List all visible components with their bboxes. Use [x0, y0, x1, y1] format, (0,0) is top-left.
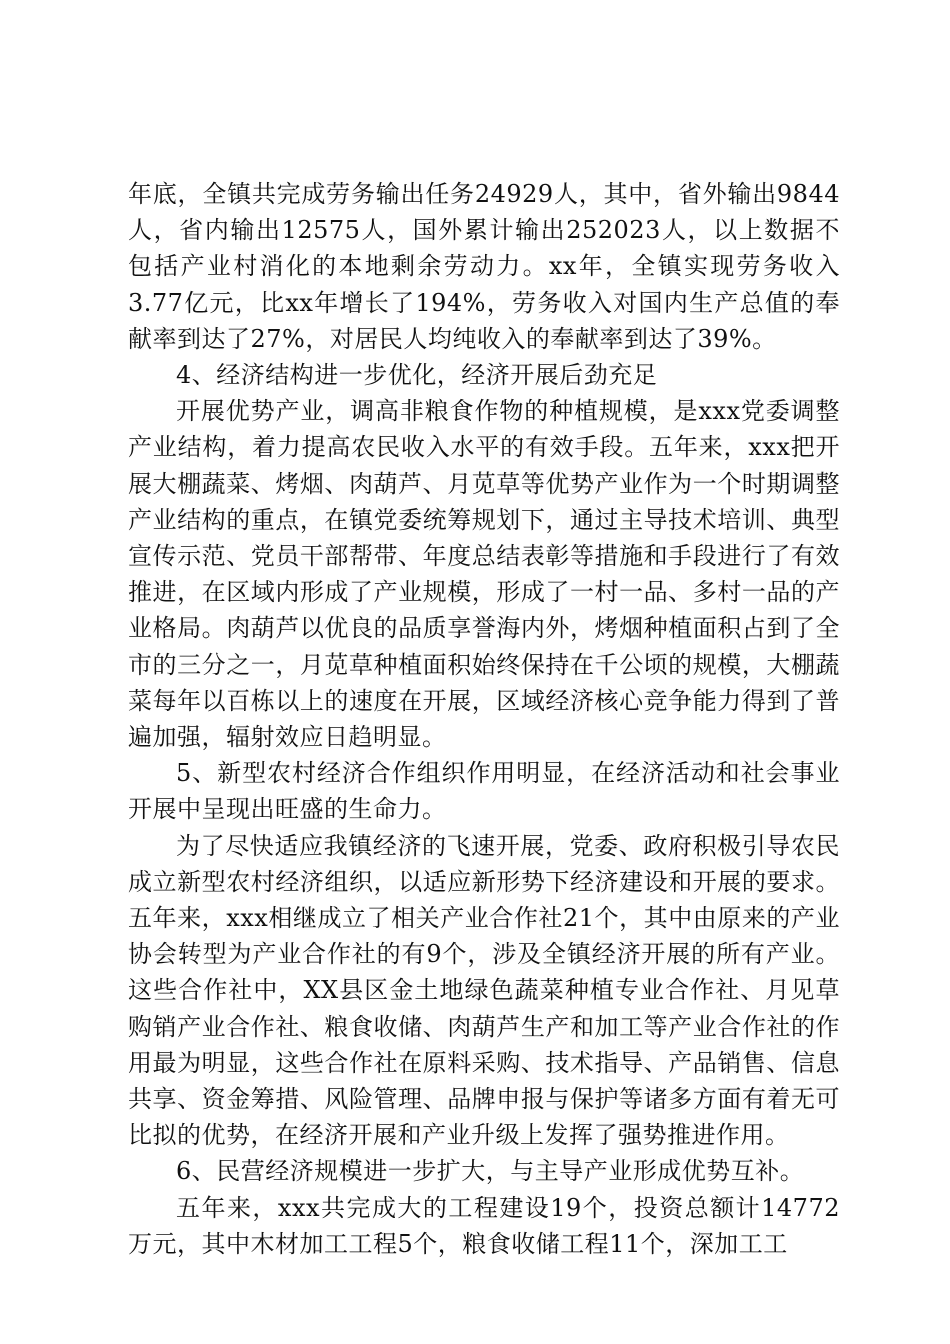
- paragraph-cooperatives: 为了尽快适应我镇经济的飞速开展，党委、政府积极引导农民成立新型农村经济组织，以适应新形势下经济建设和开展的要求。五年来，xxx相继成立了相关产业合作社21个，其中由原来的产业协会转型为产业合作社的有9个，涉及全镇经济开展的所有产业。这些合作社中，XX县区金土地绿色蔬菜种植专业合作社、月见草购销产业合作社、粮食收储、肉葫芦生产和加工等产业合作社的作用最为明显，这些合作社在原料采购、技术指导、产品销售、信息共享、资金筹措、风险管理、品牌申报与保护等诸多方面有着无可比拟的优势，在经济开展和产业升级上发挥了强势推进作用。: [128, 831, 840, 1150]
- heading-economic-structure: 4、经济结构进一步优化，经济开展后劲充足: [176, 361, 658, 390]
- heading-cooperative-organizations: 5、新型农村经济合作组织作用明显，在经济活动和社会事业开展中呈现出旺盛的生命力。: [128, 759, 840, 824]
- heading-private-economy: 6、民营经济规模进一步扩大，与主导产业形成优势互补。: [176, 1157, 805, 1186]
- paragraph-advantage-industries: 开展优势产业，调高非粮食作物的种植规模，是xxx党委调整产业结构，着力提高农民收入水平的有效手段。五年来，xxx把开展大棚蔬菜、烤烟、肉葫芦、月苋草等优势产业作为一个时期调整产业结构的重点，在镇党委统筹规划下，通过主导技术培训、典型宣传示范、党员干部帮带、年度总结表彰等措施和手段进行了有效推进，在区域内形成了产业规模，形成了一村一品、多村一品的产业格局。肉葫芦以优良的品质享誉海内外，烤烟种植面积占到了全市的三分之一，月苋草种植面积始终保持在千公顷的规模，大棚蔬菜每年以百栋以上的速度在开展，区域经济核心竞争能力得到了普遍加强，辐射效应日趋明显。: [128, 397, 840, 752]
- paragraph-projects: 五年来，xxx共完成大的工程建设19个，投资总额计14772万元，其中木材加工工程5个，粮食收储工程11个，深加工工: [128, 1193, 840, 1258]
- paragraph-labor-output: 年底，全镇共完成劳务输出任务24929人，其中，省外输出9844人，省内输出12575人，国外累计输出252023人，以上数据不包括产业村消化的本地剩余劳动力。xx年，全镇实现劳务收入3.77亿元，比xx年增长了194%，劳务收入对国内生产总值的奉献率到达了27%，对居民人均纯收入的奉献率到达了39%。: [128, 180, 840, 353]
- document-body: [128, 176, 840, 1262]
